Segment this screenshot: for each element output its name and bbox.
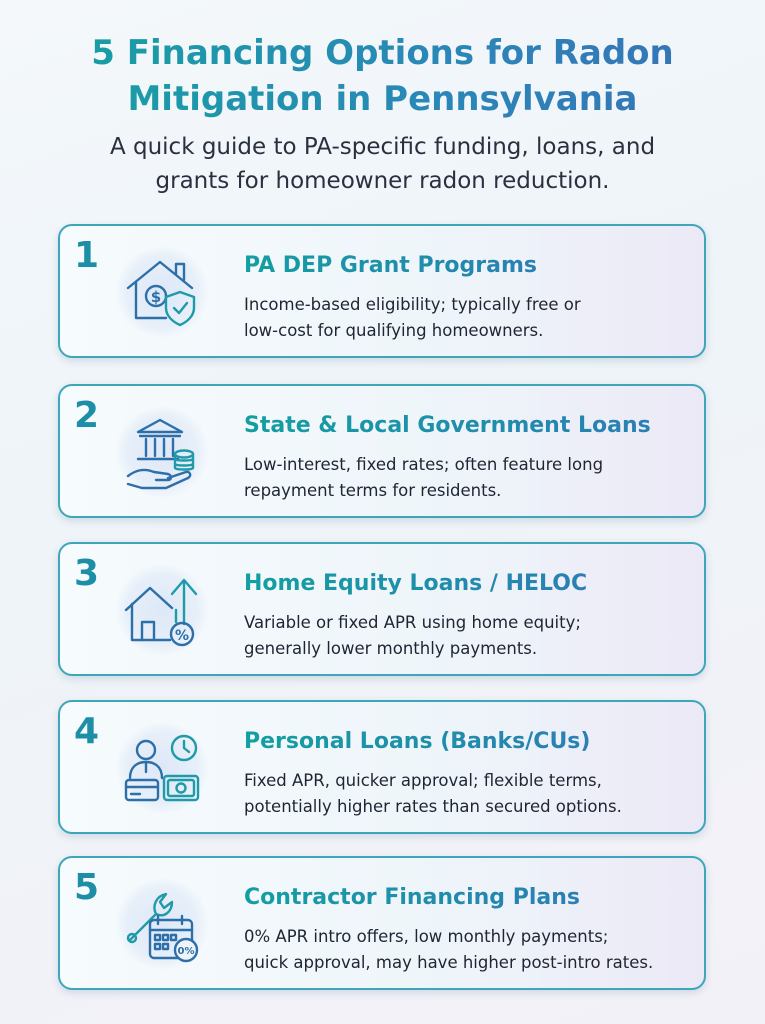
option-description-line-2: low-cost for qualifying homeowners. (244, 321, 544, 340)
page-subtitle-line-1: A quick guide to PA-specific funding, loans, and (109, 134, 656, 160)
option-description-line-1: Fixed APR, quicker approval; flexible terms, (244, 771, 602, 790)
page-subtitle (40, 130, 725, 198)
option-title: PA DEP Grant Programs (244, 253, 538, 278)
option-card-2 (58, 384, 706, 518)
option-card-5 (58, 856, 706, 990)
bank-hand-coins-icon (116, 406, 208, 498)
option-description (244, 924, 704, 976)
option-description-line-2: potentially higher rates than secured options. (244, 797, 622, 816)
option-description-line-1: Low-interest, fixed rates; often feature long (244, 455, 604, 474)
option-card-3 (58, 542, 706, 676)
option-number: 3 (74, 553, 100, 594)
house-percent-arrow-icon (116, 564, 208, 656)
option-description (244, 452, 704, 504)
option-title: Home Equity Loans / HELOC (244, 571, 588, 596)
page-title-line-1: 5 Financing Options for Radon (91, 33, 674, 73)
option-number: 4 (74, 711, 100, 752)
option-number: 1 (74, 235, 100, 276)
option-description-line-2: generally lower monthly payments. (244, 639, 538, 658)
option-description-line-2: quick approval, may have higher post-intro rates. (244, 953, 654, 972)
option-description (244, 768, 704, 820)
page-subtitle-line-2: grants for homeowner radon reduction. (155, 168, 610, 194)
option-title: Personal Loans (Banks/CUs) (244, 729, 591, 754)
person-clock-card-cash-icon (116, 722, 208, 814)
option-description-line-1: Income-based eligibility; typically free or (244, 295, 581, 314)
wrench-calendar-zero-percent-icon (116, 878, 208, 970)
option-title: State & Local Government Loans (244, 413, 651, 438)
svg-text:0%: 0% (177, 946, 195, 957)
option-card-1 (58, 224, 706, 358)
option-number: 2 (74, 395, 100, 436)
option-description-line-2: repayment terms for residents. (244, 481, 502, 500)
option-description-line-1: Variable or fixed APR using home equity; (244, 613, 581, 632)
svg-text:$: $ (150, 288, 162, 306)
page-title-line-2: Mitigation in Pennsylvania (127, 79, 638, 119)
option-number: 5 (74, 867, 100, 908)
option-description-line-1: 0% APR intro offers, low monthly payments; (244, 927, 609, 946)
option-title: Contractor Financing Plans (244, 885, 580, 910)
option-description (244, 610, 704, 662)
svg-text:%: % (174, 628, 190, 644)
house-dollar-shield-icon (116, 246, 208, 338)
option-description (244, 292, 704, 344)
page-title (0, 30, 765, 122)
option-card-4 (58, 700, 706, 834)
